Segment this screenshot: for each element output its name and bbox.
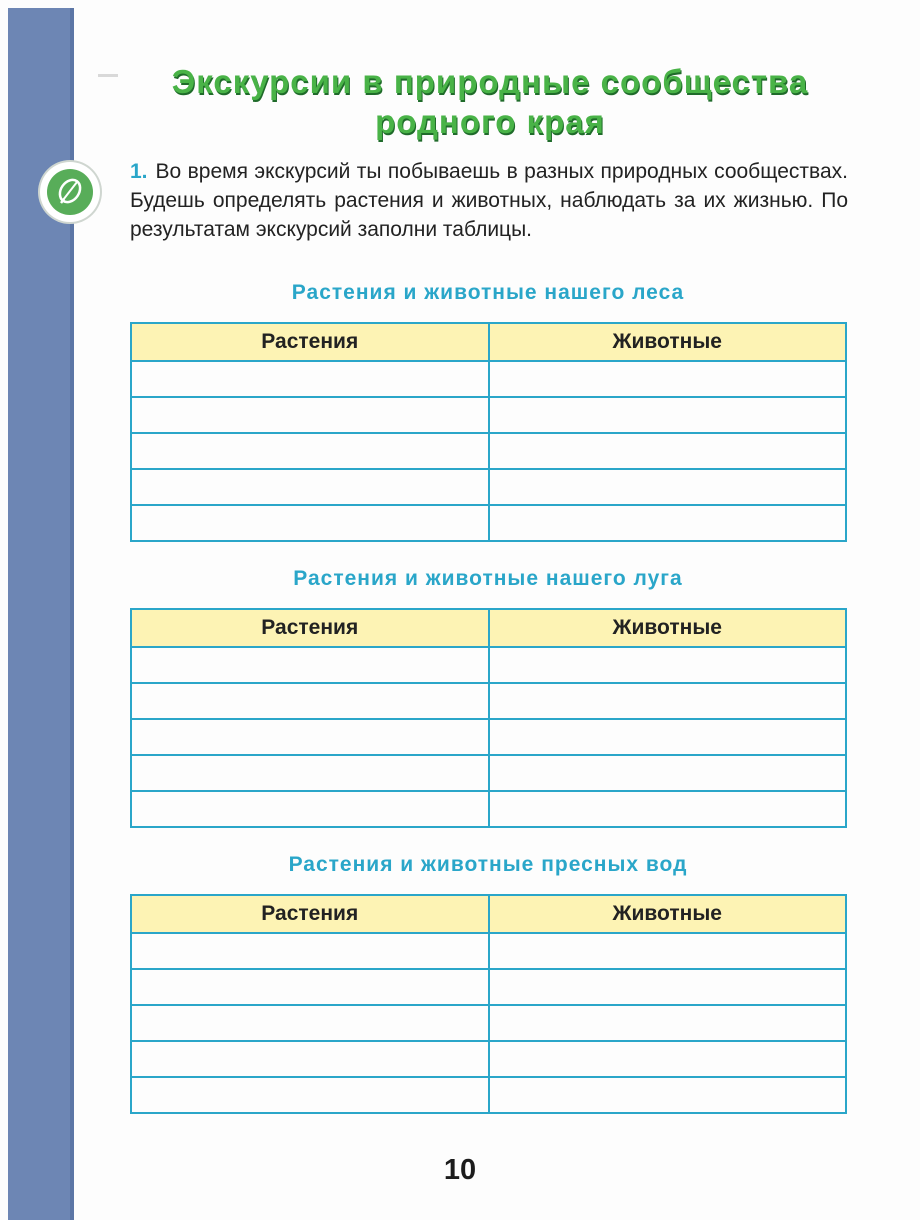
answer-cell[interactable]: [489, 505, 847, 541]
answer-cell[interactable]: [131, 719, 489, 755]
forest-table: [130, 322, 847, 542]
freshwater-table: [130, 894, 847, 1114]
table-row: [131, 1041, 846, 1077]
table-row: [131, 1077, 846, 1113]
table-row: [131, 969, 846, 1005]
page-number: 10: [443, 1154, 477, 1186]
page-title: [70, 62, 910, 142]
table-row: [131, 791, 846, 827]
forest-col-plants: Растения: [131, 323, 489, 361]
answer-cell[interactable]: [131, 791, 489, 827]
answer-cell[interactable]: [131, 755, 489, 791]
answer-cell[interactable]: [489, 1005, 847, 1041]
answer-cell[interactable]: [131, 647, 489, 683]
answer-cell[interactable]: [489, 719, 847, 755]
meadow-col-animals: Животные: [489, 609, 847, 647]
freshwater-table-title: Растения и животные пресных вод: [288, 853, 688, 876]
task-instruction: Во время экскурсий ты побываешь в разных природных сообществах. Будешь определять растения и животных, наблюдать за их жизнью. По результатам экскурсий заполни таблицы.: [130, 160, 848, 241]
answer-cell[interactable]: [131, 1041, 489, 1077]
table-row: [131, 683, 846, 719]
meadow-table-title: Растения и животные нашего луга: [293, 567, 683, 590]
answer-cell[interactable]: [489, 1077, 847, 1113]
answer-cell[interactable]: [131, 969, 489, 1005]
answer-cell[interactable]: [131, 505, 489, 541]
answer-cell[interactable]: [489, 933, 847, 969]
table-row: [131, 397, 846, 433]
answer-cell[interactable]: [489, 433, 847, 469]
answer-cell[interactable]: [131, 683, 489, 719]
table-row: [131, 1005, 846, 1041]
title-line-1: Экскурсии в природные сообщества: [171, 63, 809, 100]
table-row: [131, 361, 846, 397]
answer-cell[interactable]: [131, 933, 489, 969]
answer-cell[interactable]: [489, 647, 847, 683]
meadow-table: [130, 608, 847, 828]
table-row: [131, 647, 846, 683]
answer-cell[interactable]: [131, 361, 489, 397]
answer-cell[interactable]: [131, 1077, 489, 1113]
meadow-col-plants: Растения: [131, 609, 489, 647]
task-text: [130, 157, 848, 244]
forest-col-animals: Животные: [489, 323, 847, 361]
answer-cell[interactable]: [489, 361, 847, 397]
leaf-icon: [40, 162, 100, 222]
answer-cell[interactable]: [489, 683, 847, 719]
forest-table-title: Растения и животные нашего леса: [291, 281, 685, 304]
answer-cell[interactable]: [489, 969, 847, 1005]
answer-cell[interactable]: [489, 397, 847, 433]
answer-cell[interactable]: [131, 397, 489, 433]
table-row: [131, 433, 846, 469]
freshwater-col-plants: Растения: [131, 895, 489, 933]
answer-cell[interactable]: [131, 433, 489, 469]
table-row: [131, 755, 846, 791]
table-row: [131, 469, 846, 505]
freshwater-col-animals: Животные: [489, 895, 847, 933]
answer-cell[interactable]: [489, 755, 847, 791]
answer-cell[interactable]: [131, 469, 489, 505]
table-row: [131, 719, 846, 755]
answer-cell[interactable]: [131, 1005, 489, 1041]
answer-cell[interactable]: [489, 469, 847, 505]
table-row: [131, 933, 846, 969]
title-line-2: родного края: [375, 103, 605, 140]
answer-cell[interactable]: [489, 1041, 847, 1077]
answer-cell[interactable]: [489, 791, 847, 827]
table-row: [131, 505, 846, 541]
task-number: 1.: [130, 160, 148, 183]
